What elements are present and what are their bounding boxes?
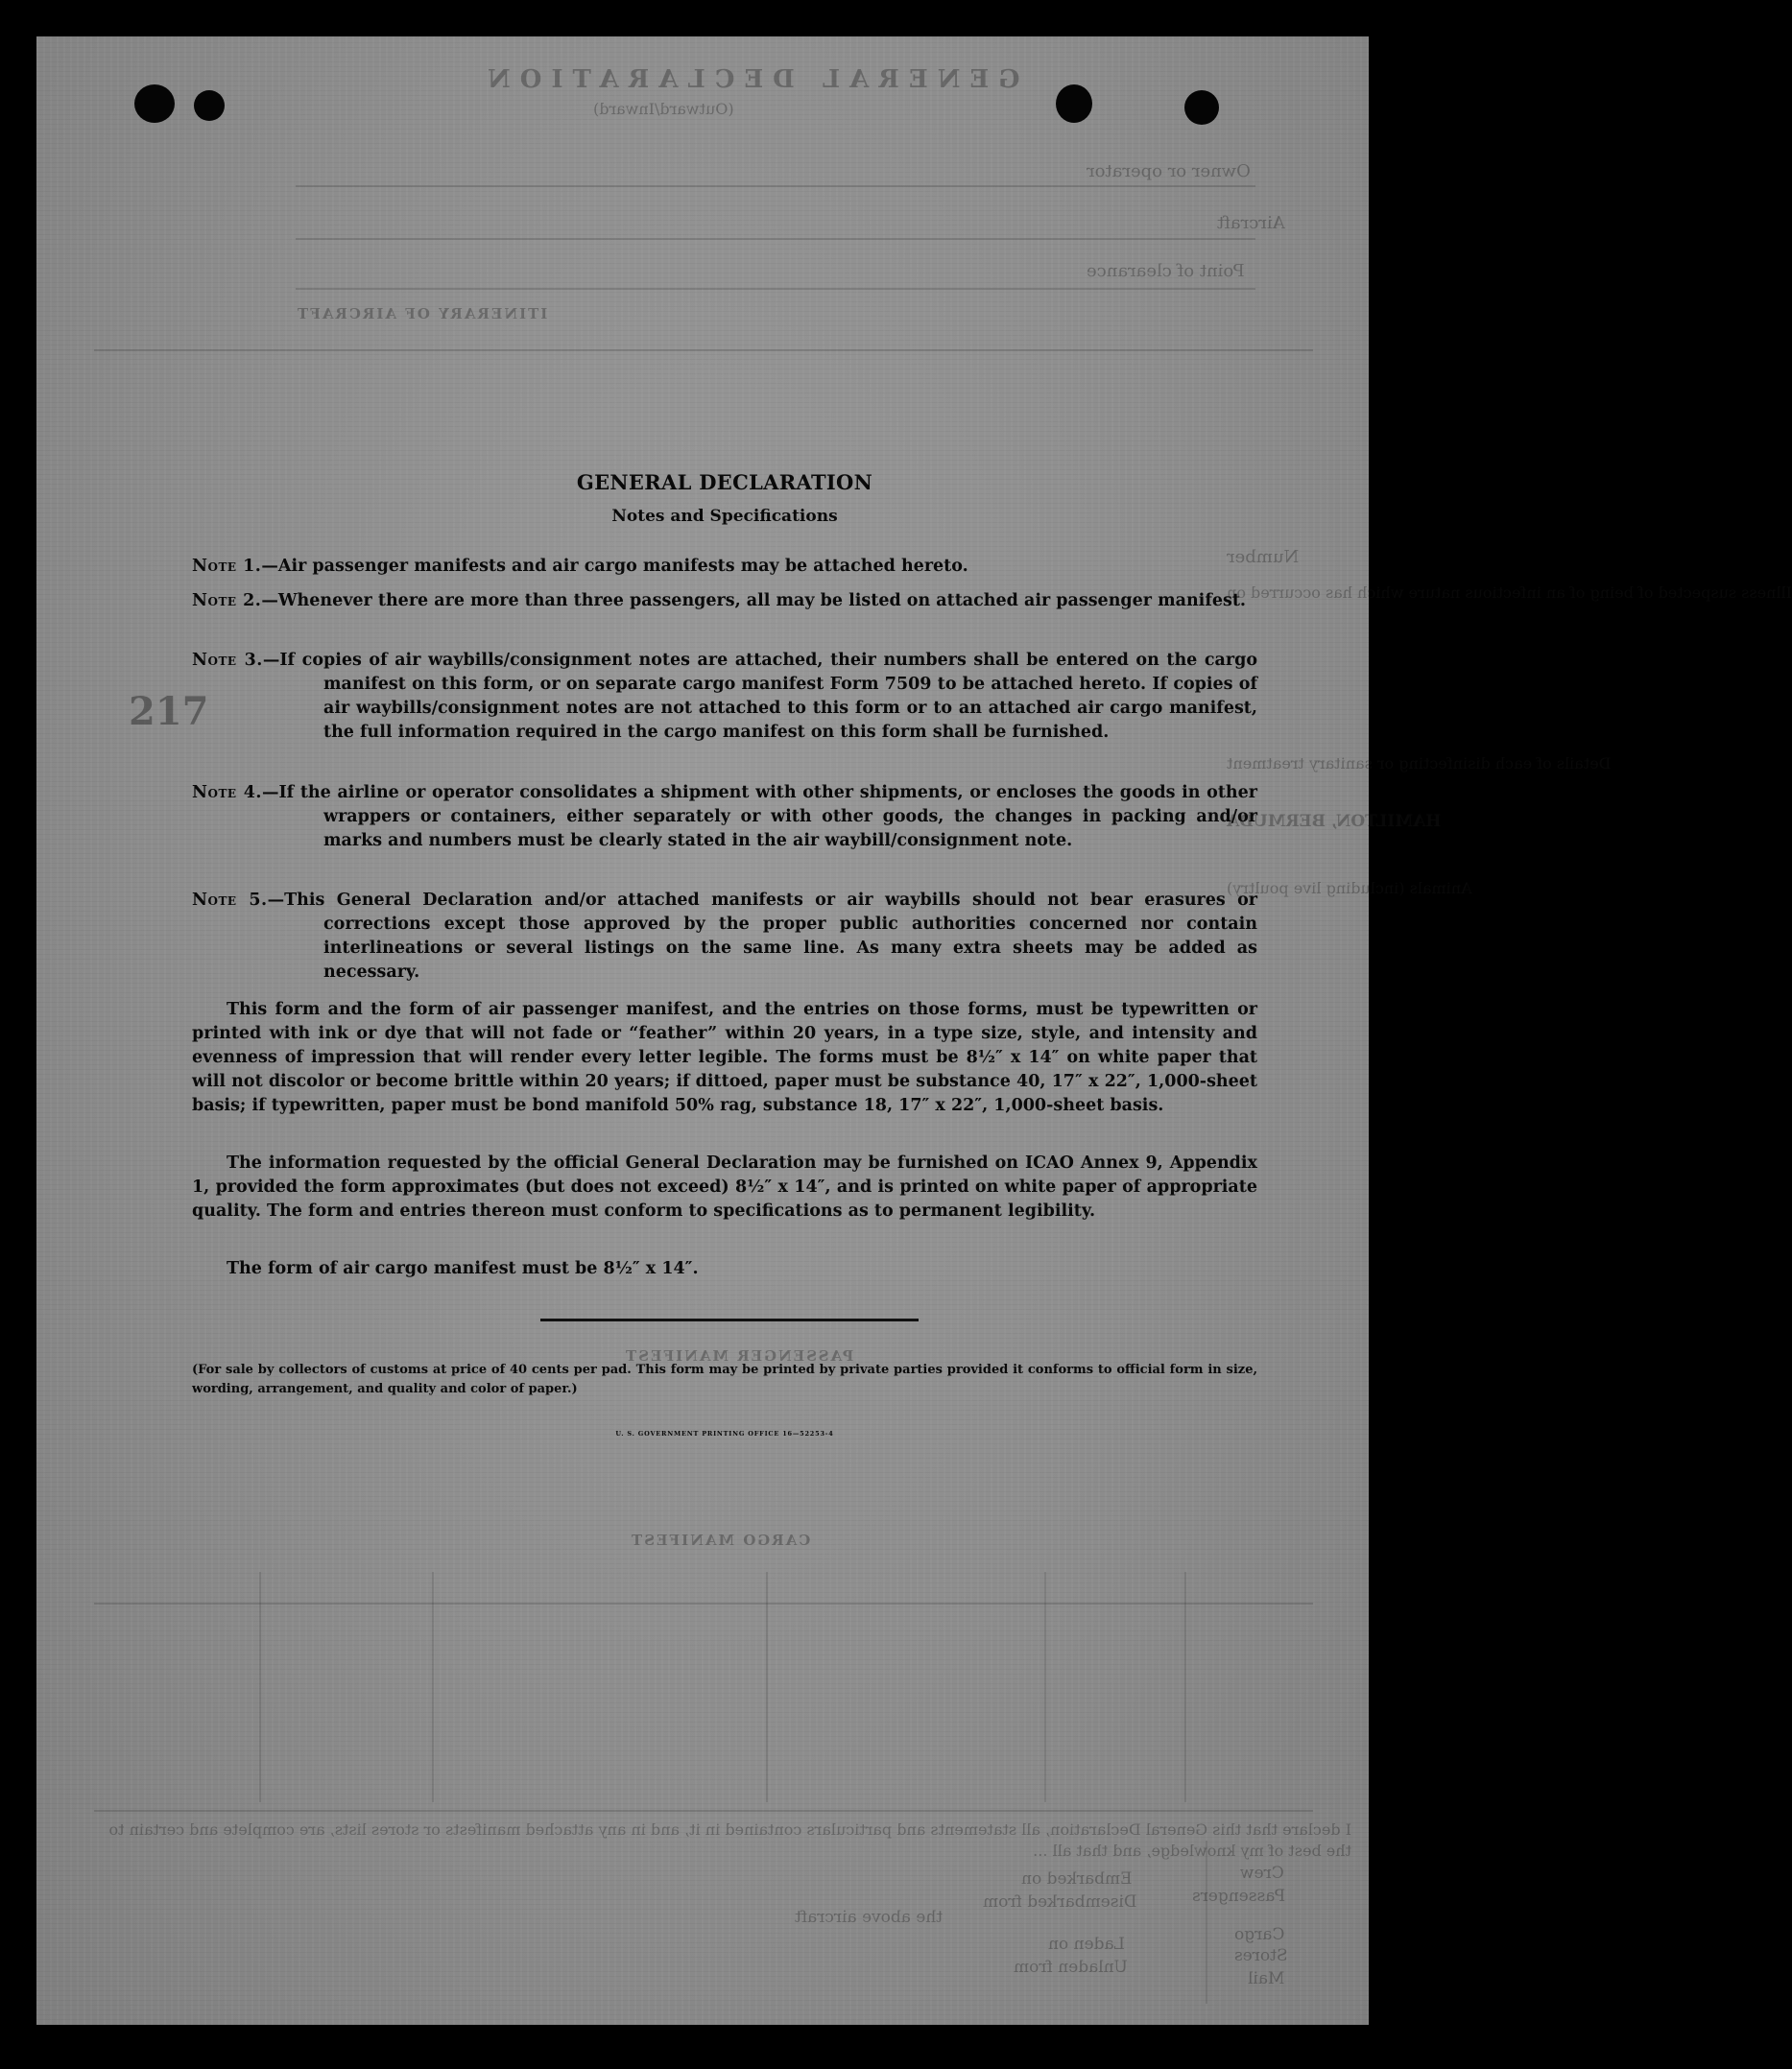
bleed-through-laden: Laden on	[1048, 1935, 1125, 1954]
printing-office-imprint: U. S. GOVERNMENT PRINTING OFFICE 16—52253-4	[615, 1430, 834, 1438]
note-2	[192, 589, 1257, 613]
bleed-through-cargo: Cargo	[1234, 1925, 1285, 1944]
note-5-label: Note 5.	[192, 891, 268, 910]
note-5-text: —This General Declaration and/or attached manifests or air waybills should not bear erasures or corrections except those approved by the proper public authorities concerned nor contain interlineations or several listings on the same line. As many extra sheets may be added as necessary.	[267, 891, 1258, 982]
document-subtitle: Notes and Specifications	[611, 507, 838, 526]
note-4-label: Note 4.	[192, 783, 262, 802]
bleed-through-column	[432, 1572, 434, 1802]
bleed-through-rule	[296, 238, 1255, 240]
bleed-through-column	[1206, 1841, 1207, 2004]
bleed-through-details: Details of each disinfecting or sanitary treatment	[1227, 754, 1612, 773]
bleed-through-aircraft: Aircraft	[1217, 213, 1285, 233]
bleed-through-stores: Stores	[1234, 1946, 1288, 1965]
bleed-through-passenger-manifest: PASSENGER MANIFEST	[624, 1347, 854, 1365]
bleed-through-rule	[296, 185, 1255, 187]
note-2-text: —Whenever there are more than three passengers, all may be listed on attached air passenger manifest.	[261, 591, 1247, 610]
icao-paragraph: The information requested by the official General Declaration may be furnished on ICAO Annex 9, Appendix 1, provided the form approximates (but does not exceed) 8½″ x 14″, and is printed on white paper of appropriate quality. The form and entries thereon must conform to specifications as to permanent legibility.	[192, 1153, 1257, 1221]
bleed-through-rule	[94, 1810, 1313, 1812]
bleed-through-hamilton: HAMILTON, BERMUDA	[1227, 812, 1442, 831]
bleed-through-itinerary: ITINERARY OF AIRCRAFT	[296, 305, 548, 322]
bleed-through-header-sub: (Outward/Inward)	[593, 100, 734, 118]
bleed-through-above: the above aircraft	[795, 1908, 944, 1927]
bleed-through-illness: Illness suspected of being of an infectious nature which has occurred on	[1227, 583, 1792, 602]
punch-hole-left-inner	[194, 90, 225, 121]
bleed-through-column	[259, 1572, 261, 1802]
bleed-through-column	[766, 1572, 768, 1802]
bleed-through-crew: Crew	[1240, 1864, 1284, 1883]
bleed-through-mail: Mail	[1248, 1969, 1285, 1988]
bleed-through-passengers: Passengers	[1192, 1887, 1286, 1906]
bleed-through-column	[1184, 1572, 1186, 1802]
bleed-through-owner: Owner or operator	[1087, 161, 1251, 181]
bleed-through-point: Point of clearance	[1087, 261, 1245, 281]
punch-hole-left	[134, 84, 175, 123]
note-3	[192, 649, 1257, 745]
document-title: GENERAL DECLARATION	[576, 470, 873, 494]
bleed-through-disembarked: Disembarked from	[983, 1892, 1137, 1912]
punch-hole-right-inner	[1056, 84, 1092, 123]
bleed-through-embarked: Embarked on	[1021, 1869, 1133, 1889]
bleed-through-declare: I declare that this General Declaration, all statements and particulars contained in it, and in any attached manifests or stores lists, are complete and certain to the best of my knowledge, and that all ...	[108, 1820, 1351, 1860]
note-2-label: Note 2.	[192, 591, 262, 610]
bleed-through-stamp-number: 217	[129, 689, 209, 734]
note-3-label: Note 3.	[192, 651, 263, 670]
note-1-label: Note 1.	[192, 557, 262, 576]
bleed-through-animals: Animals (including live poultry)	[1227, 879, 1472, 897]
bleed-through-unladen: Unladen from	[1014, 1958, 1128, 1977]
bleed-through-rule	[94, 1603, 1313, 1605]
document-page	[36, 36, 1792, 2025]
note-5	[192, 889, 1257, 985]
cargo-manifest-size-paragraph: The form of air cargo manifest must be 8½″ x 14″.	[227, 1259, 699, 1278]
note-4-text: —If the airline or operator consolidates a shipment with other shipments, or encloses the goods in other wrappers or containers, either separately or with other goods, the changes in packing and/or marks and numbers must be clearly stated in the air waybill/consignment note.	[261, 783, 1257, 850]
note-1-text: —Air passenger manifests and air cargo manifests may be attached hereto.	[261, 557, 968, 576]
note-3-text: —If copies of air waybills/consignment notes are attached, their numbers shall be entered on the cargo manifest on this form, or on separate cargo manifest Form 7509 to be attached hereto. If copies of air waybills/consignment notes are not attached to this form or to an attached air cargo manifest, the full information required in the cargo manifest on this form shall be furnished.	[262, 651, 1257, 742]
form-specifications-paragraph: This form and the form of air passenger manifest, and the entries on those forms, must be typewritten or printed with ink or dye that will not fade or “feather” within 20 years, in a type size, style, and intensity and evenness of impression that will render every letter legible. The forms must be 8½″ x 14″ on white paper that will not discolor or become brittle within 20 years; if dittoed, paper must be substance 40, 17″ x 22″, 1,000-sheet basis; if typewritten, paper must be bond manifold 50% rag, substance 18, 17″ x 22″, 1,000-sheet basis.	[192, 1000, 1257, 1115]
sale-notice: (For sale by collectors of customs at price of 40 cents per pad. This form may be printed by private parties provided it conforms to official form in size, wording, arrangement, and quality and color of paper.)	[192, 1363, 1257, 1396]
bleed-through-header: GENERAL DECLARATION	[478, 65, 1020, 94]
bleed-through-column	[1044, 1572, 1046, 1802]
note-1	[192, 555, 1257, 579]
bleed-through-number: Number	[1227, 547, 1300, 567]
bleed-through-cargo-manifest: CARGO MANIFEST	[630, 1532, 811, 1549]
section-divider	[540, 1319, 919, 1321]
note-4	[192, 781, 1257, 853]
bleed-through-rule	[296, 288, 1255, 290]
bleed-through-rule	[94, 349, 1313, 351]
punch-hole-right	[1184, 90, 1219, 125]
